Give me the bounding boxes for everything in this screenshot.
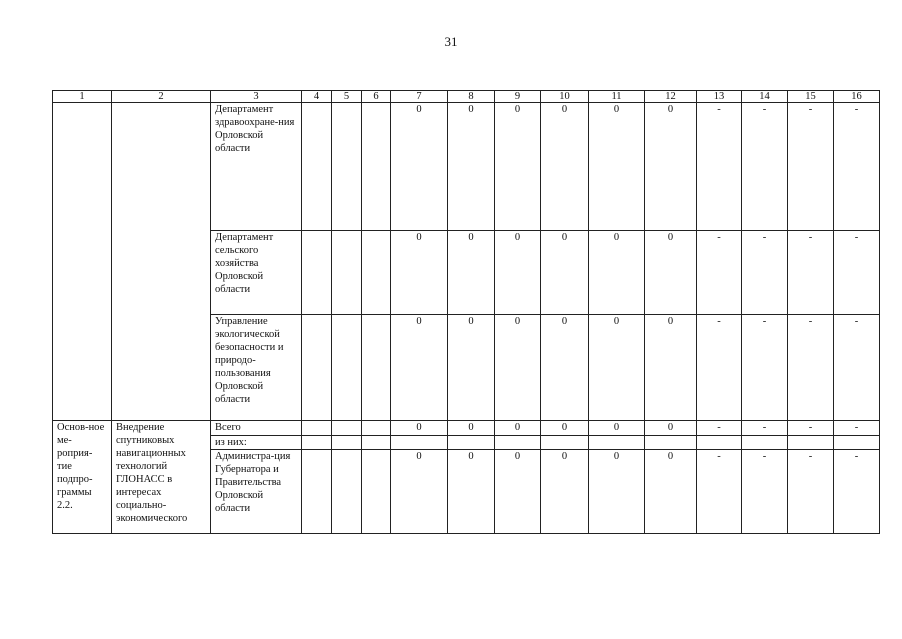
value-cell: 0	[448, 231, 495, 315]
dash-cell: -	[742, 103, 788, 231]
header-cell: 9	[495, 91, 541, 103]
header-cell: 5	[332, 91, 362, 103]
value-cell: 0	[589, 231, 645, 315]
dash-cell: -	[697, 231, 742, 315]
empty-cell	[302, 315, 332, 421]
header-cell: 6	[362, 91, 391, 103]
dash-cell: -	[834, 231, 880, 315]
value-cell: 0	[645, 231, 697, 315]
empty-cell	[362, 315, 391, 421]
dash-cell: -	[742, 450, 788, 534]
header-cell: 1	[53, 91, 112, 103]
empty-cell	[332, 450, 362, 534]
table-row	[53, 103, 880, 231]
empty-cell	[302, 231, 332, 315]
header-cell: 4	[302, 91, 332, 103]
executor-cell: Департамент сельского хозяйства Орловской области	[211, 231, 302, 315]
name-cell: Внедрение спутниковых навигационных технологий ГЛОНАСС в интересах социально-экономического	[112, 421, 211, 534]
header-cell: 12	[645, 91, 697, 103]
executor-cell: из них:	[211, 436, 302, 450]
empty-cell	[332, 421, 362, 436]
dash-cell: -	[834, 450, 880, 534]
value-cell: 0	[645, 103, 697, 231]
empty-cell	[362, 450, 391, 534]
dash-cell: -	[742, 231, 788, 315]
empty-cell	[332, 315, 362, 421]
value-cell: 0	[589, 315, 645, 421]
empty-cell	[697, 436, 742, 450]
measure-cell	[53, 103, 112, 421]
dash-cell: -	[788, 231, 834, 315]
header-cell: 8	[448, 91, 495, 103]
value-cell: 0	[391, 231, 448, 315]
executor-cell: Управление экологической безопасности и природо-пользования Орловской области	[211, 315, 302, 421]
empty-cell	[362, 436, 391, 450]
header-cell: 10	[541, 91, 589, 103]
dash-cell: -	[834, 421, 880, 436]
name-cell	[112, 103, 211, 421]
value-cell: 0	[448, 450, 495, 534]
value-cell: 0	[541, 231, 589, 315]
header-cell: 3	[211, 91, 302, 103]
empty-cell	[391, 436, 448, 450]
value-cell: 0	[495, 315, 541, 421]
empty-cell	[302, 103, 332, 231]
dash-cell: -	[834, 103, 880, 231]
value-cell: 0	[541, 421, 589, 436]
empty-cell	[362, 231, 391, 315]
value-cell: 0	[541, 450, 589, 534]
table-row	[53, 421, 880, 436]
value-cell: 0	[541, 315, 589, 421]
value-cell: 0	[391, 315, 448, 421]
header-cell: 16	[834, 91, 880, 103]
empty-cell	[742, 436, 788, 450]
executor-cell: Администра-ция Губернатора и Правительства Орловской области	[211, 450, 302, 534]
header-cell: 11	[589, 91, 645, 103]
empty-cell	[332, 436, 362, 450]
dash-cell: -	[697, 450, 742, 534]
empty-cell	[834, 436, 880, 450]
empty-cell	[332, 231, 362, 315]
empty-cell	[645, 436, 697, 450]
empty-cell	[332, 103, 362, 231]
empty-cell	[362, 103, 391, 231]
dash-cell: -	[742, 315, 788, 421]
header-cell: 7	[391, 91, 448, 103]
executor-cell: Департамент здравоохране-ния Орловской области	[211, 103, 302, 231]
empty-cell	[589, 436, 645, 450]
value-cell: 0	[645, 421, 697, 436]
executor-cell: Всего	[211, 421, 302, 436]
dash-cell: -	[697, 315, 742, 421]
value-cell: 0	[391, 103, 448, 231]
dash-cell: -	[788, 421, 834, 436]
value-cell: 0	[448, 315, 495, 421]
dash-cell: -	[788, 103, 834, 231]
empty-cell	[448, 436, 495, 450]
empty-cell	[541, 436, 589, 450]
value-cell: 0	[589, 450, 645, 534]
value-cell: 0	[589, 421, 645, 436]
empty-cell	[302, 436, 332, 450]
value-cell: 0	[589, 103, 645, 231]
header-cell: 15	[788, 91, 834, 103]
value-cell: 0	[495, 103, 541, 231]
empty-cell	[788, 436, 834, 450]
page-number: 31	[444, 34, 458, 49]
dash-cell: -	[697, 421, 742, 436]
value-cell: 0	[495, 450, 541, 534]
dash-cell: -	[834, 315, 880, 421]
dash-cell: -	[788, 315, 834, 421]
empty-cell	[495, 436, 541, 450]
measure-cell: Основ-ное ме-роприя-тие подпро-граммы 2.2.	[53, 421, 112, 534]
budget-table	[52, 90, 880, 534]
empty-cell	[302, 450, 332, 534]
header-cell: 14	[742, 91, 788, 103]
header-cell: 2	[112, 91, 211, 103]
value-cell: 0	[448, 421, 495, 436]
value-cell: 0	[391, 450, 448, 534]
empty-cell	[362, 421, 391, 436]
empty-cell	[302, 421, 332, 436]
value-cell: 0	[645, 450, 697, 534]
value-cell: 0	[541, 103, 589, 231]
header-cell: 13	[697, 91, 742, 103]
dash-cell: -	[788, 450, 834, 534]
dash-cell: -	[742, 421, 788, 436]
value-cell: 0	[645, 315, 697, 421]
header-row	[53, 91, 880, 103]
value-cell: 0	[495, 231, 541, 315]
value-cell: 0	[448, 103, 495, 231]
value-cell: 0	[391, 421, 448, 436]
value-cell: 0	[495, 421, 541, 436]
dash-cell: -	[697, 103, 742, 231]
